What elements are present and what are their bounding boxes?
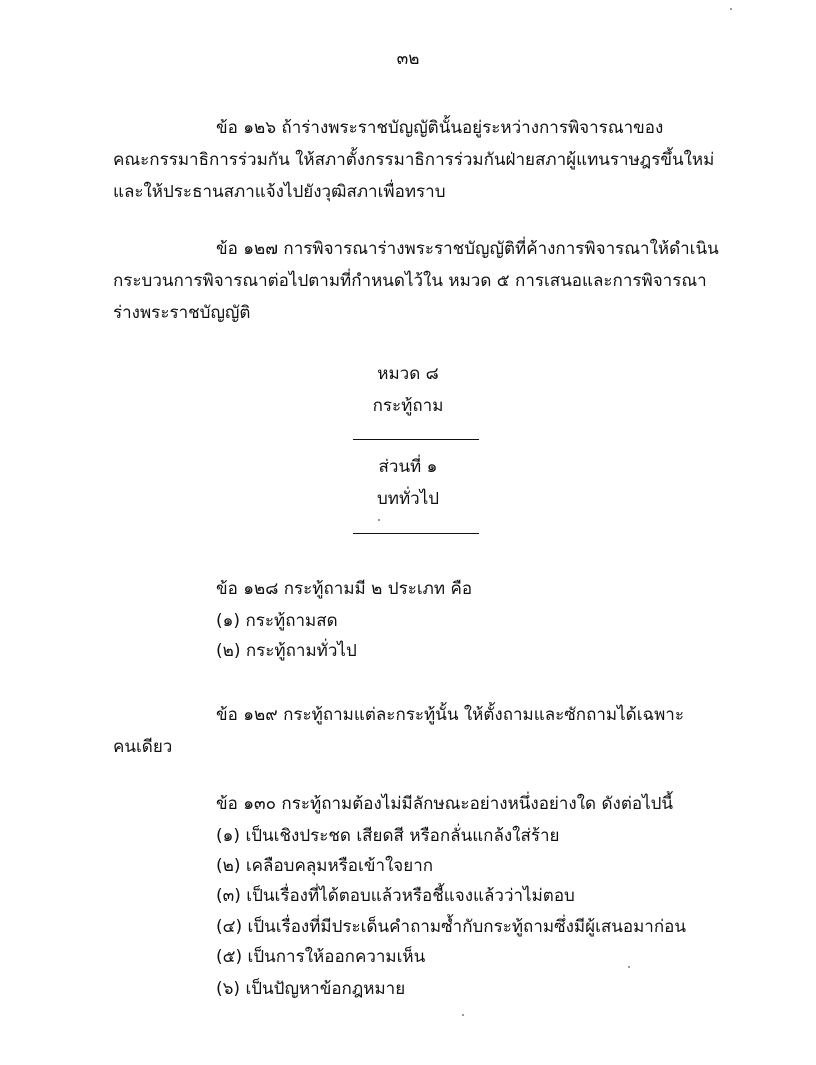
section-130-item-4: (๔) เป็นเรื่องที่มีประเด็นคำถามซ้ำกับกระทู้ถามซึ่งมีผู้เสนอมาก่อน — [216, 917, 686, 937]
chapter-number: หมวด ๘ — [377, 364, 439, 384]
section-130-line-1: ข้อ ๑๓๐ กระทู้ถามต้องไม่มีลักษณะอย่างหนึ่งอย่างใด ดังต่อไปนี้ — [216, 794, 674, 814]
scan-speck — [378, 519, 380, 521]
section-130-item-1: (๑) เป็นเชิงประชด เสียดสี หรือกลั่นแกล้งใส่ร้าย — [216, 826, 560, 846]
section-127-line-3: ร่างพระราชบัญญัติ — [113, 303, 251, 323]
section-127-line-1: ข้อ ๑๒๗ การพิจารณาร่างพระราชบัญญัติที่ค้างการพิจารณาให้ดำเนิน — [216, 239, 719, 259]
page-number: ๓๒ — [396, 49, 420, 69]
section-127-line-2: กระบวนการพิจารณาต่อไปตามที่กำหนดไว้ใน หมวด ๕ การเสนอและการพิจารณา — [113, 271, 707, 291]
section-126-line-3: และให้ประธานสภาแจ้งไปยังวุฒิสภาเพื่อทราบ — [113, 182, 446, 202]
section-129-line-2: คนเดียว — [113, 737, 173, 757]
scan-speck — [730, 8, 732, 10]
section-130-item-3: (๓) เป็นเรื่องที่ได้ตอบแล้วหรือชี้แจงแล้วว่าไม่ตอบ — [216, 886, 575, 906]
scan-speck — [462, 1014, 464, 1016]
section-130-item-6: (๖) เป็นปัญหาข้อกฎหมาย — [216, 979, 406, 999]
divider-line — [353, 533, 479, 534]
divider-line — [353, 439, 479, 440]
chapter-title: กระทู้ถาม — [372, 396, 444, 416]
section-128-line-1: ข้อ ๑๒๘ กระทู้ถามมี ๒ ประเภท คือ — [216, 579, 473, 599]
part-number: ส่วนที่ ๑ — [378, 457, 438, 477]
section-128-item-1: (๑) กระทู้ถามสด — [216, 611, 338, 631]
section-126-line-2: คณะกรรมาธิการร่วมกัน ให้สภาตั้งกรรมาธิการร่วมกันฝ่ายสภาผู้แทนราษฎรขึ้นใหม่ — [113, 150, 715, 170]
section-129-line-1: ข้อ ๑๒๙ กระทู้ถามแต่ละกระทู้นั้น ให้ตั้งถามและซักถามได้เฉพาะ — [216, 705, 684, 725]
scan-speck — [628, 966, 630, 968]
section-130-item-2: (๒) เคลือบคลุมหรือเข้าใจยาก — [216, 856, 434, 876]
section-128-item-2: (๒) กระทู้ถามทั่วไป — [216, 641, 357, 661]
part-title: บททั่วไป — [376, 489, 440, 509]
section-126-line-1: ข้อ ๑๒๖ ถ้าร่างพระราชบัญญัตินั้นอยู่ระหว่างการพิจารณาของ — [216, 118, 664, 138]
section-130-item-5: (๕) เป็นการให้ออกความเห็น — [216, 947, 426, 967]
